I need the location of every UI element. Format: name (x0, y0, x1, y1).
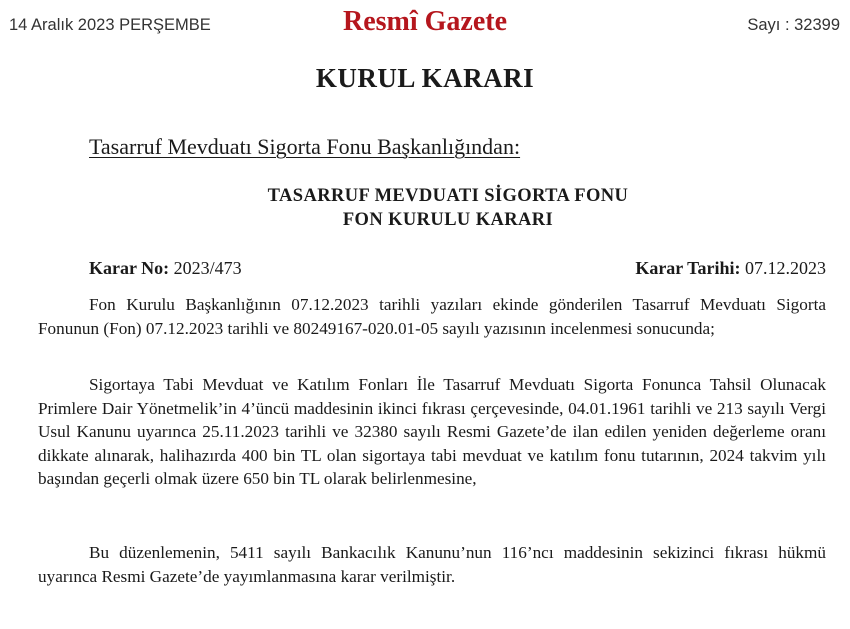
issuing-institution: Tasarruf Mevduatı Sigorta Fonu Başkanlığından: (89, 134, 521, 159)
paragraph-1: Fon Kurulu Başkanlığının 07.12.2023 tarihli yazıları ekinde gönderilen Tasarruf Mevduatı Sigorta Fonunun (Fon) 07.12.2023 tarihli ve 80249167-020.01-05 sayılı yazısının incelenmesi sonucunda; (38, 295, 826, 338)
issue-number: Sayı : 32399 (747, 16, 840, 34)
decision-meta (89, 258, 826, 282)
decision-date-value: 07.12.2023 (745, 258, 826, 278)
paragraph-2: Sigortaya Tabi Mevduat ve Katılım Fonları İle Tasarruf Mevduatı Sigorta Fonunca Tahsil Olunacak Primlere Dair Yönetmelik’in 4’üncü maddesinin ikinci fıkrası çerçevesinde, 04.01.1961 tarihli ve 213 sayılı Vergi Usul Kanunu uyarınca 25.11.2023 tarihli ve 32380 sayılı Resmi Gazete’de ilan edilen yeniden değerleme oranı dikkate alınarak, halihazırda 400 bin TL olan sigortaya tabi mevduat ve katılım fonu tutarının, 2024 takvim yılı başından geçerli olmak üzere 650 bin TL olarak belirlenmesine, (38, 375, 826, 488)
decision-title-line-2: FON KURULU KARARI (342, 210, 554, 230)
gazette-header (0, 0, 850, 52)
decision-date (635, 258, 826, 279)
section-title: KURUL KARARI (315, 63, 535, 93)
decision-title (0, 184, 850, 232)
issue-date: 14 Aralık 2023 PERŞEMBE (9, 16, 211, 34)
gazette-title: Resmî Gazete (342, 6, 508, 37)
decision-title-line-1: TASARRUF MEVDUATI SİGORTA FONU (267, 186, 629, 206)
paragraph-3: Bu düzenlemenin, 5411 sayılı Bankacılık Kanunu’nun 116’ncı maddesinin sekizinci fıkrası hükmü uyarınca Resmi Gazete’de yayımlanmasına karar verilmiştir. (38, 543, 826, 586)
decision-date-label: Karar Tarihi: (635, 258, 741, 278)
decision-number-value: 2023/473 (173, 258, 242, 278)
decision-number (89, 258, 242, 279)
decision-number-label: Karar No: (89, 258, 170, 278)
